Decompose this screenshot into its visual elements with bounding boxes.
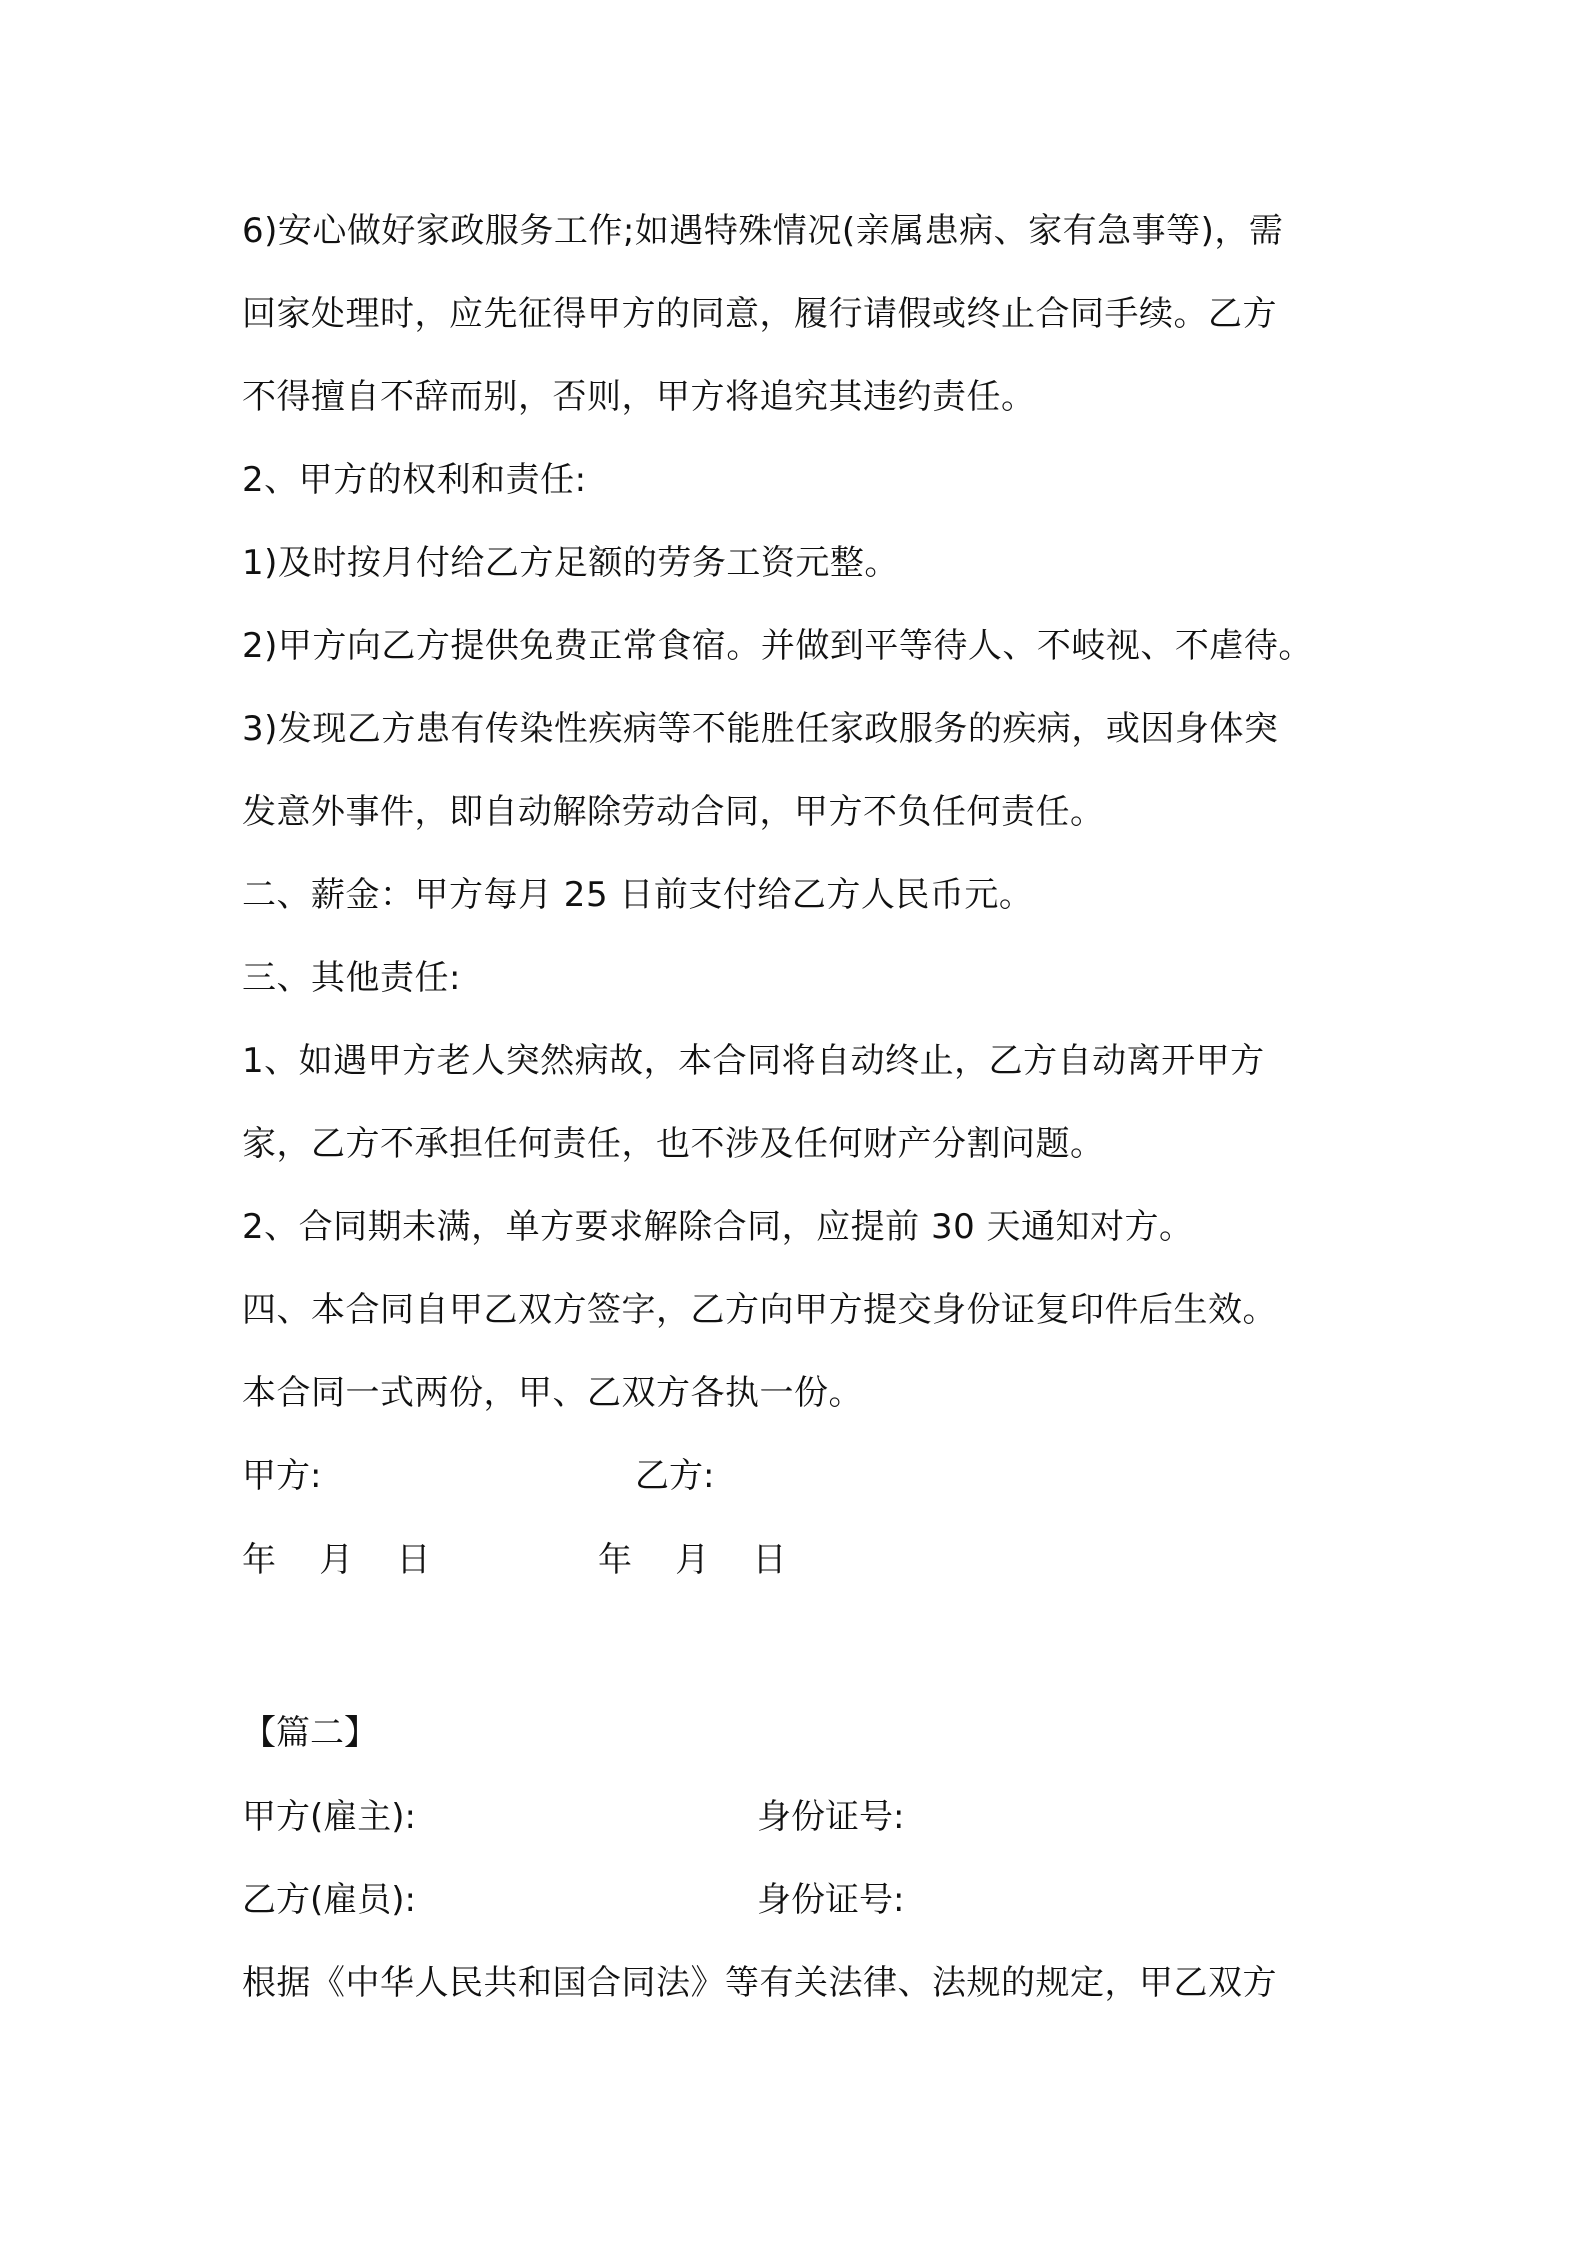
party-b-label: 乙方: [635, 1456, 715, 1496]
party-a-label: 甲方: [242, 1456, 322, 1496]
paragraph-line: 不得擅自不辞而别，否则，甲方将追究其违约责任。 [242, 377, 1036, 417]
party-a-date: 年 月 日 [242, 1540, 431, 1580]
employee-id-label: 身份证号: [757, 1880, 905, 1920]
paragraph-line: 2、合同期未满，单方要求解除合同，应提前 30 天通知对方。 [242, 1207, 1194, 1247]
paragraph-line: 回家处理时，应先征得甲方的同意，履行请假或终止合同手续。乙方 [242, 294, 1277, 334]
paragraph-line: 2、甲方的权利和责任: [242, 460, 587, 500]
employer-id-label: 身份证号: [757, 1797, 905, 1837]
employer-label: 甲方(雇主): [242, 1797, 416, 1837]
paragraph-line: 3)发现乙方患有传染性疾病等不能胜任家政服务的疾病，或因身体突 [242, 709, 1279, 749]
employee-label: 乙方(雇员): [242, 1880, 416, 1920]
paragraph-line: 本合同一式两份，甲、乙双方各执一份。 [242, 1373, 863, 1413]
paragraph-line: 四、本合同自甲乙双方签字，乙方向甲方提交身份证复印件后生效。 [242, 1290, 1277, 1330]
paragraph-line: 6)安心做好家政服务工作;如遇特殊情况(亲属患病、家有急事等)，需 [242, 211, 1284, 251]
paragraph-line: 2)甲方向乙方提供免费正常食宿。并做到平等待人、不岐视、不虐待。 [242, 626, 1313, 666]
paragraph-line: 家，乙方不承担任何责任，也不涉及任何财产分割问题。 [242, 1124, 1105, 1164]
section-title: 【篇二】 [242, 1713, 378, 1753]
paragraph-line: 1)及时按月付给乙方足额的劳务工资元整。 [242, 543, 899, 583]
paragraph-line: 二、薪金：甲方每月 25 日前支付给乙方人民币元。 [242, 875, 1034, 915]
paragraph-line: 三、其他责任: [242, 958, 461, 998]
paragraph-line: 发意外事件，即自动解除劳动合同，甲方不负任何责任。 [242, 792, 1105, 832]
party-b-date: 年 月 日 [598, 1540, 787, 1580]
paragraph-line: 根据《中华人民共和国合同法》等有关法律、法规的规定，甲乙双方 [242, 1963, 1277, 2003]
paragraph-line: 1、如遇甲方老人突然病故，本合同将自动终止，乙方自动离开甲方 [242, 1041, 1265, 1081]
